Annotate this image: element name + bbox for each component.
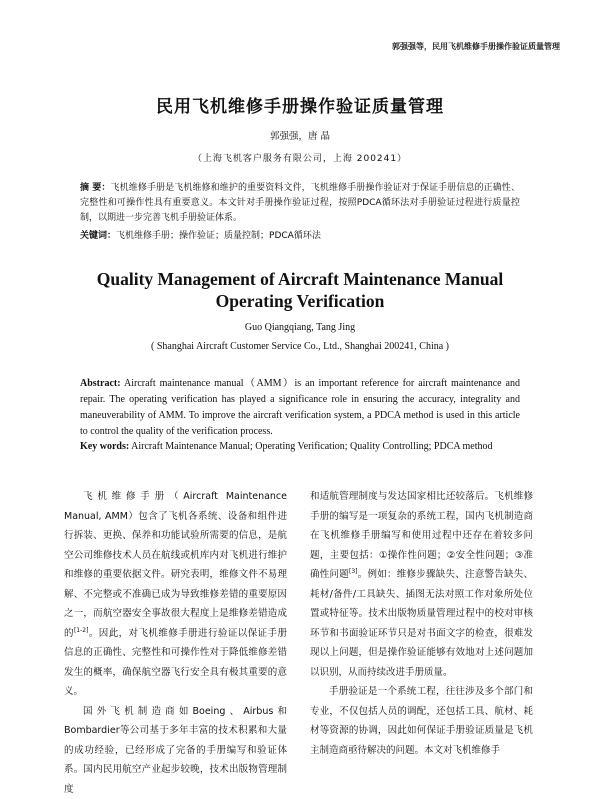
english-keywords-label: Key words:	[80, 441, 129, 452]
citation: [1-2]	[74, 626, 88, 633]
body-right-column	[310, 487, 533, 760]
english-authors: Guo Qiangqiang, Tang Jing	[0, 322, 600, 333]
english-abstract-text: Aircraft maintenance manual（AMM）is an important reference for aircraft maintenance and repair. The operating verification has played a significance role in ensuring the accuracy, integrality and maneuverability of AMM. To improve the aircraft verification system, a PDCA method is used in this article to control the quality of the verification process.	[80, 378, 520, 437]
running-head: 郭强强等，民用飞机维修手册操作验证质量管理	[392, 41, 560, 52]
citation: [3]	[349, 568, 358, 575]
english-affiliation: ( Shanghai Aircraft Customer Service Co., Ltd., Shanghai 200241, China )	[0, 341, 600, 352]
chinese-authors: 郭强强，唐 晶	[0, 128, 600, 142]
chinese-abstract-text: 飞机维修手册是飞机维修和维护的重要资料文件，飞机维修手册操作验证对于保证手册信息的正确性、完整性和可操作性具有重要意义。本文针对手册操作验证过程，按照PDCA循环法对手册验证过程进行质量控制，以期进一步完善飞机手册验证体系。	[80, 183, 520, 223]
english-keywords-text: Aircraft Maintenance Manual; Operating Verification; Quality Controlling; PDCA method	[131, 441, 492, 452]
body-text: 。例如：维修步骤缺失、注意警告缺失、耗材/备件/工具缺失、插图无法对照工作对象所处位置或特征等。技术出版物质量管理过程中的校对审核环节和书面验证环节只是对书面文字的检查，很难发现以上问题，但是操作验证能够有效地对上述问题加以识别，从而持续改进手册质量。	[310, 569, 533, 678]
body-text: 和适航管理制度与发达国家相比还较落后。飞机维修手册的编写是一项复杂的系统工程，国内飞机制造商在飞机维修手册编写和使用过程中还存在着较多问题，主要包括：①操作性问题；②安全性问题；③准确性问题	[310, 491, 533, 580]
chinese-affiliation: （上海飞机客户服务有限公司，上海 200241）	[0, 151, 600, 164]
chinese-abstract-label: 摘 要：	[80, 183, 111, 193]
body-paragraph	[310, 487, 533, 682]
english-abstract-label: Abstract:	[80, 378, 121, 389]
body-paragraph	[64, 487, 287, 702]
chinese-abstract	[80, 181, 520, 226]
body-text: 。因此，对飞机维修手册进行验证以保证手册信息的正确性、完整性和可操作性对于降低维修差错发生的概率，确保航空器飞行安全具有极其重要的意义。	[64, 628, 287, 698]
body-paragraph: 国外飞机制造商如Boeing、Airbus和Bombardier等公司基于多年丰富的技术积累和大量的成功经验，已经形成了完备的手册编写和验证体系。国内民用航空产业起步较晚，技术出版物管理制度	[64, 702, 287, 799]
english-abstract	[80, 376, 520, 440]
chinese-title: 民用飞机维修手册操作验证质量管理	[0, 92, 600, 117]
english-title: Quality Management of Aircraft Maintenance Manual Operating Verification	[60, 268, 540, 312]
chinese-keywords-text: 飞机维修手册；操作验证；质量控制；PDCA循环法	[116, 231, 321, 241]
chinese-keywords	[80, 228, 520, 241]
body-paragraph: 手册验证是一个系统工程，往往涉及多个部门和专业，不仅包括人员的调配，还包括工具、航材、耗材等资源的协调，因此如何保证手册验证质量是飞机主制造商亟待解决的问题。本文对飞机维修手	[310, 682, 533, 760]
body-left-column	[64, 487, 287, 799]
chinese-keywords-label: 关键词：	[80, 231, 116, 241]
body-text: 飞机维修手册（Aircraft Maintenance Manual, AMM）包含了飞机各系统、设备和组件进行拆装、更换、保养和功能试验所需要的信息，是航空公司维修技术人员在航线或机库内对飞机进行维护和维修的重要依据文件。研究表明，维修文件不易理解、不完整或不准确已成为导致维修差错的重要原因之一，而航空器安全事故很大程度上是维修差错造成的	[64, 491, 287, 639]
english-keywords	[80, 441, 520, 452]
